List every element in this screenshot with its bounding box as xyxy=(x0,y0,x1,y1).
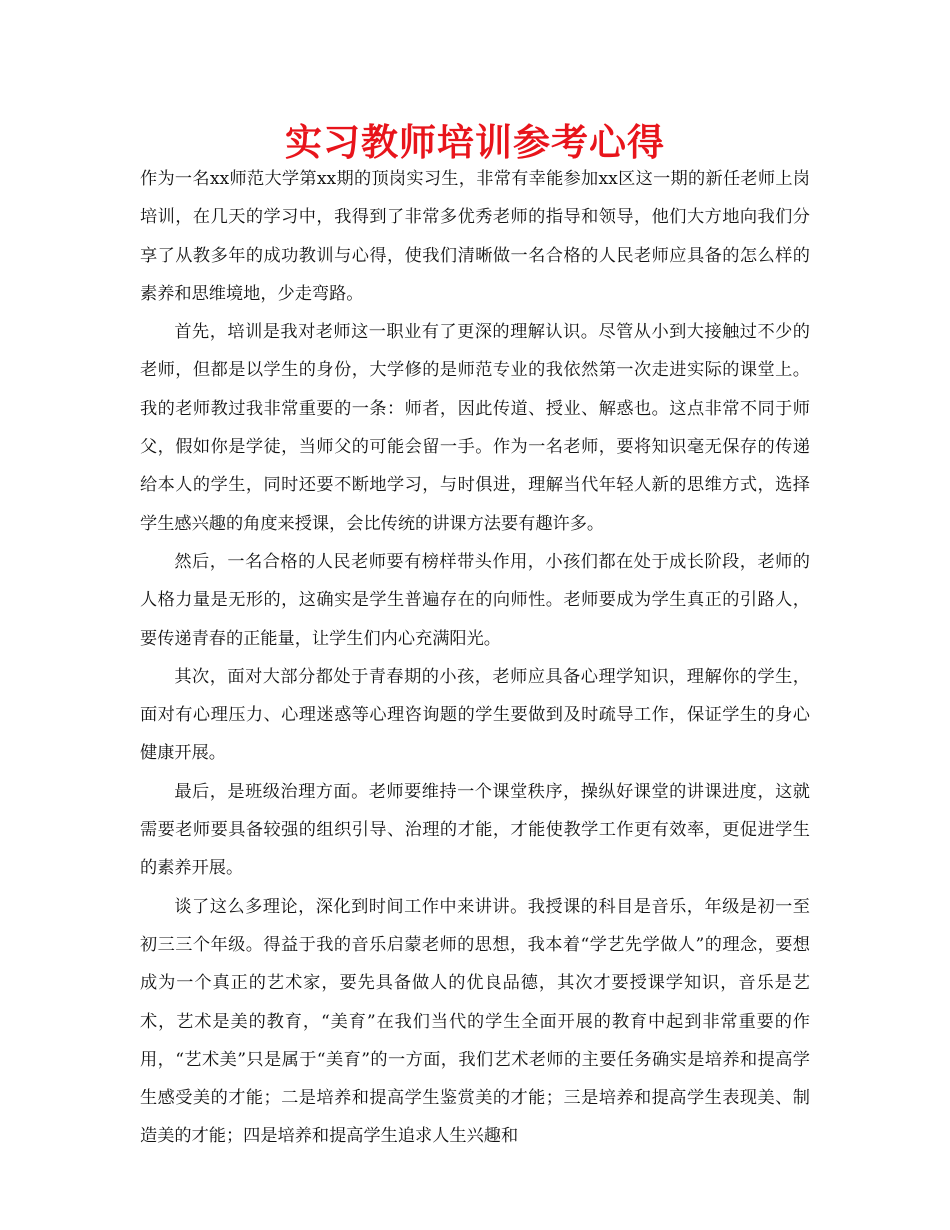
document-body xyxy=(140,160,810,1156)
paragraph-first: 首先，培训是我对老师这一职业有了更深的理解认识。尽管从小到大接触过不少的老师，但都是以学生的身份，大学修的是师范专业的我依然第一次走进实际的课堂上。我的老师教过我非常重要的一条：师者，因此传道、授业、解惑也。这点非常不同于师父，假如你是学徒，当师父的可能会留一手。作为一名老师，要将知识毫无保存的传递给本人的学生，同时还要不断地学习，与时俱进，理解当代年轻人新的思维方式，选择学生感兴趣的角度来授课，会比传统的讲课方法要有趣许多。 xyxy=(140,322,810,534)
paragraph-then: 然后，一名合格的人民老师要有榜样带头作用，小孩们都在处于成长阶段，老师的人格力量是无形的，这确实是学生普遍存在的向师性。老师要成为学生真正的引路人，要传递青春的正能量，让学生们内心充满阳光。 xyxy=(140,551,810,649)
document-title: 实习教师培训参考心得 xyxy=(285,121,665,164)
paragraph-second: 其次，面对大部分都处于青春期的小孩，老师应具备心理学知识，理解你的学生，面对有心理压力、心理迷惑等心理咨询题的学生要做到及时疏导工作，保证学生的身心健康开展。 xyxy=(140,666,810,764)
paragraph-finally: 最后，是班级治理方面。老师要维持一个课堂秩序，操纵好课堂的讲课进度，这就需要老师要具备较强的组织引导、治理的才能，才能使教学工作更有效率，更促进学生的素养开展。 xyxy=(140,781,810,879)
paragraph-intro: 作为一名xx师范大学第xx期的顶岗实习生，非常有幸能参加xx区这一期的新任老师上岗培训，在几天的学习中，我得到了非常多优秀老师的指导和领导，他们大方地向我们分享了从教多年的成功教训与心得，使我们清晰做一名合格的人民老师应具备的怎么样的素养和思维境地，少走弯路。 xyxy=(140,169,810,304)
paragraph-practice: 谈了这么多理论，深化到时间工作中来讲讲。我授课的科目是音乐，年级是初一至初三三个年级。得益于我的音乐启蒙老师的思想，我本着“学艺先学做人”的理念，要想成为一个真正的艺术家，要先具备做人的优良品德，其次才要授课学知识，音乐是艺术，艺术是美的教育，“美育”在我们当代的学生全面开展的教育中起到非常重要的作用，“艺术美”只是属于“美育”的一方面，我们艺术老师的主要任务确实是培养和提高学生感受美的才能；二是培养和提高学生鉴赏美的才能；三是培养和提高学生表现美、制造美的才能；四是培养和提高学生追求人生兴趣和 xyxy=(140,896,810,1147)
